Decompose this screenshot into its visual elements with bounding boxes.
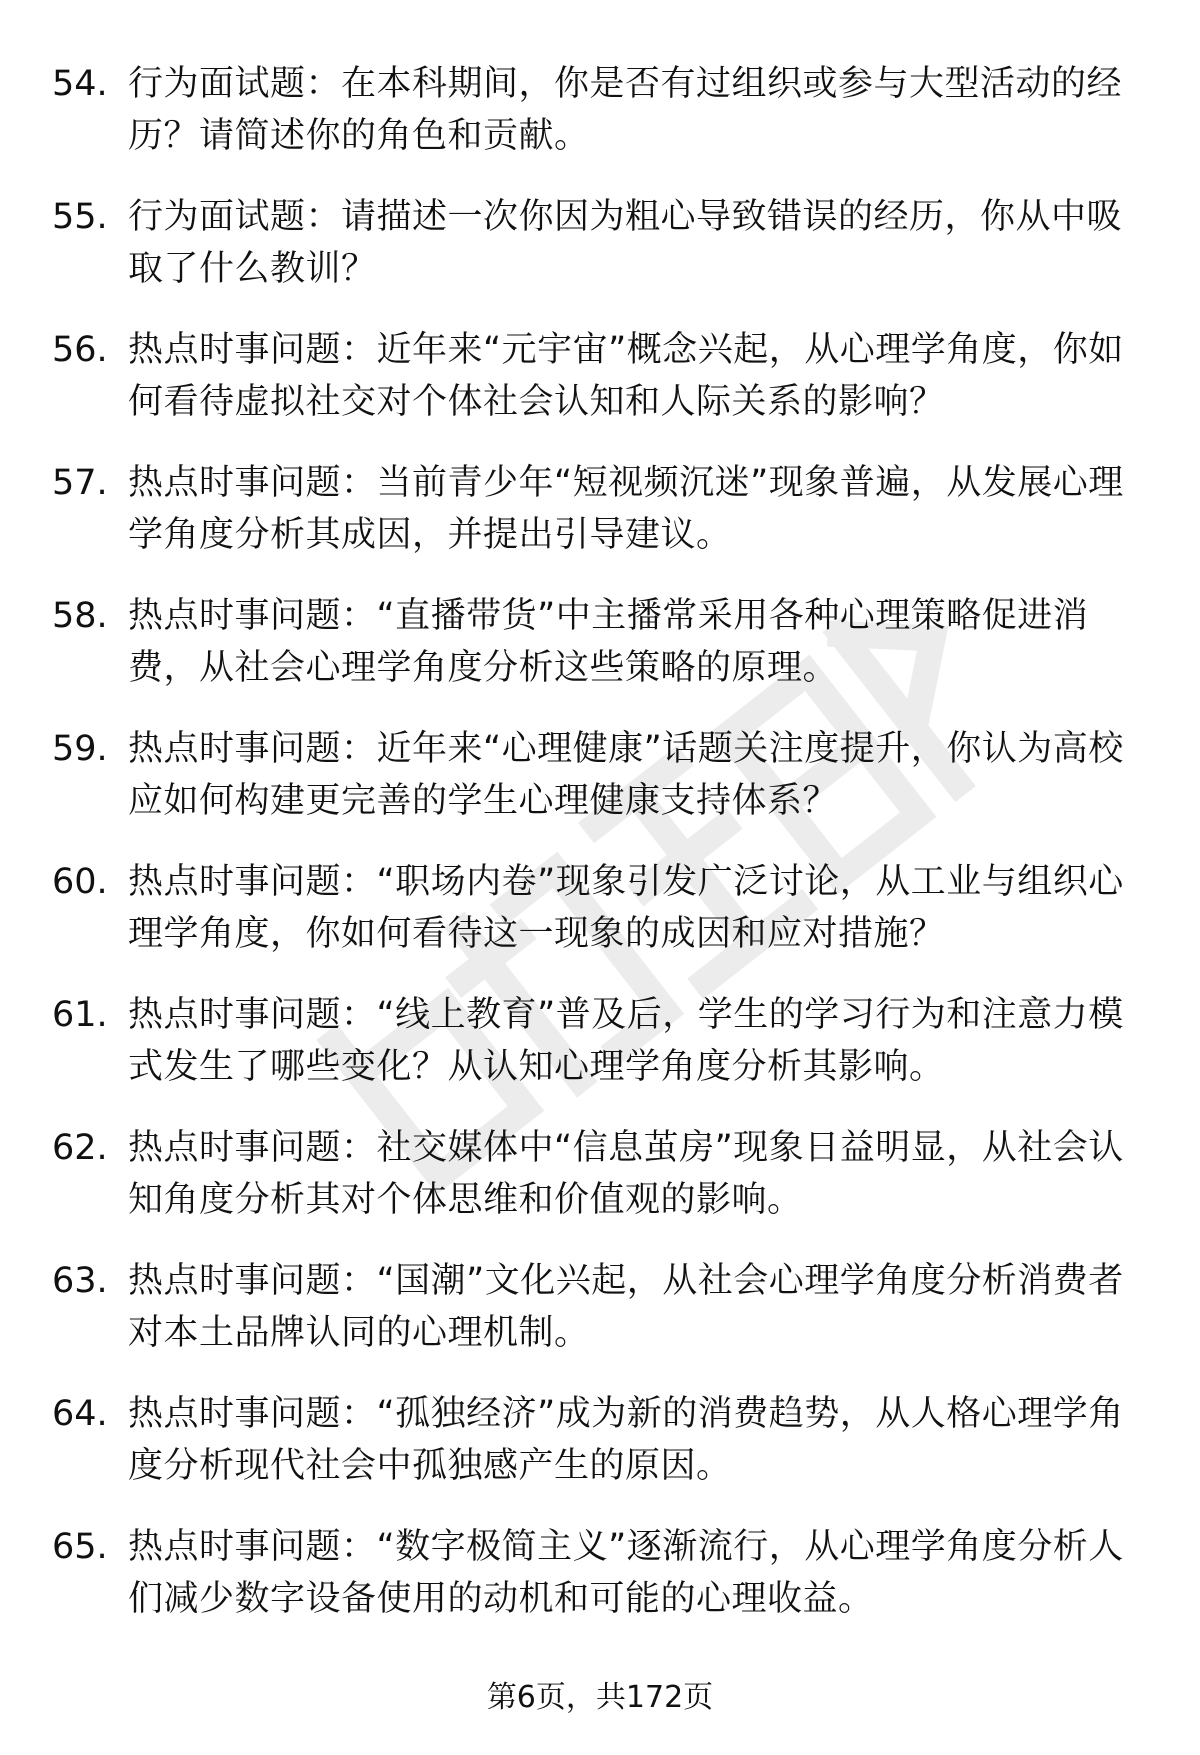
question-number: 56. bbox=[52, 330, 108, 370]
question-item-59 bbox=[0, 723, 1200, 856]
question-text: 热点时事问题：近年来“心理健康”话题关注度提升，你认为高校应如何构建更完善的学生心理健康支持体系？ bbox=[128, 729, 1124, 821]
question-number: 59. bbox=[52, 729, 108, 769]
question-text: 热点时事问题：“线上教育”普及后，学生的学习行为和注意力模式发生了哪些变化？从认知心理学角度分析其影响。 bbox=[128, 995, 1124, 1087]
question-item-60 bbox=[0, 856, 1200, 989]
question-list bbox=[0, 58, 1200, 1654]
question-item-65 bbox=[0, 1521, 1200, 1654]
question-item-54 bbox=[0, 58, 1200, 191]
question-text: 热点时事问题：“孤独经济”成为新的消费趋势，从人格心理学角度分析现代社会中孤独感产生的原因。 bbox=[128, 1394, 1124, 1486]
question-text: 行为面试题：在本科期间，你是否有过组织或参与大型活动的经历？请简述你的角色和贡献。 bbox=[128, 64, 1123, 156]
question-text: 热点时事问题：社交媒体中“信息茧房”现象日益明显，从社会认知角度分析其对个体思维和价值观的影响。 bbox=[128, 1128, 1124, 1220]
question-item-56 bbox=[0, 324, 1200, 457]
question-number: 65. bbox=[52, 1527, 108, 1567]
question-text: 热点时事问题：当前青少年“短视频沉迷”现象普遍，从发展心理学角度分析其成因，并提出引导建议。 bbox=[128, 463, 1124, 555]
question-text: 热点时事问题：“数字极简主义”逐渐流行，从心理学角度分析人们减少数字设备使用的动机和可能的心理收益。 bbox=[128, 1527, 1124, 1619]
question-text: 热点时事问题：近年来“元宇宙”概念兴起，从心理学角度，你如何看待虚拟社交对个体社会认知和人际关系的影响？ bbox=[128, 330, 1124, 422]
question-item-61 bbox=[0, 989, 1200, 1122]
question-item-62 bbox=[0, 1122, 1200, 1255]
question-number: 55. bbox=[52, 197, 108, 237]
question-number: 64. bbox=[52, 1394, 108, 1434]
question-number: 61. bbox=[52, 995, 108, 1035]
question-number: 54. bbox=[52, 64, 108, 104]
question-item-55 bbox=[0, 191, 1200, 324]
question-item-63 bbox=[0, 1255, 1200, 1388]
question-number: 57. bbox=[52, 463, 108, 503]
question-number: 60. bbox=[52, 862, 108, 902]
page-number-label: 第6页，共172页 bbox=[486, 1680, 714, 1715]
question-item-64 bbox=[0, 1388, 1200, 1521]
page-footer bbox=[0, 1676, 1200, 1720]
question-item-57 bbox=[0, 457, 1200, 590]
question-text: 行为面试题：请描述一次你因为粗心导致错误的经历，你从中吸取了什么教训？ bbox=[128, 197, 1123, 289]
question-text: 热点时事问题：“国潮”文化兴起，从社会心理学角度分析消费者对本土品牌认同的心理机制。 bbox=[128, 1261, 1124, 1353]
question-text: 热点时事问题：“直播带货”中主播常采用各种心理策略促进消费，从社会心理学角度分析这些策略的原理。 bbox=[128, 596, 1089, 688]
question-number: 63. bbox=[52, 1261, 108, 1301]
question-item-58 bbox=[0, 590, 1200, 723]
question-text: 热点时事问题：“职场内卷”现象引发广泛讨论，从工业与组织心理学角度，你如何看待这一现象的成因和应对措施？ bbox=[128, 862, 1124, 954]
question-number: 62. bbox=[52, 1128, 108, 1168]
question-number: 58. bbox=[52, 596, 108, 636]
